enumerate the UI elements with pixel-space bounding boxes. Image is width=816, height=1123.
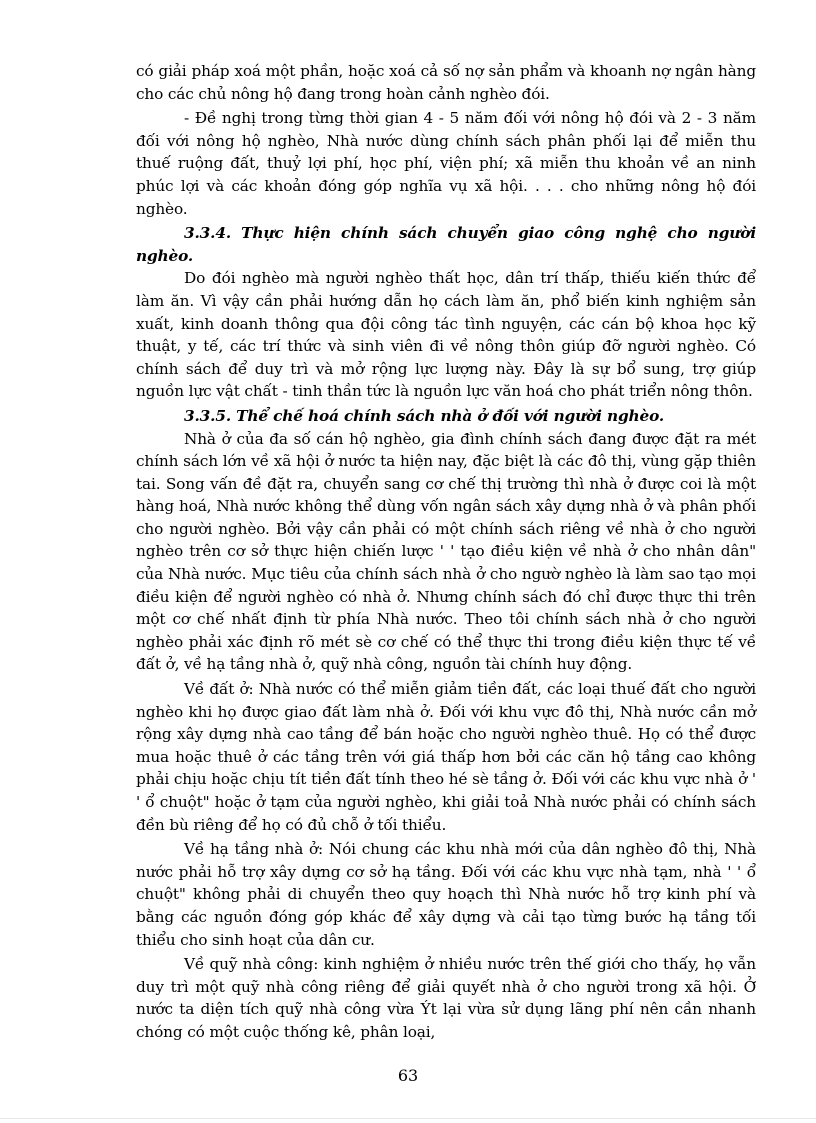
paragraph-5: Về đất ở: Nhà nước có thể miễn giảm tiền đất, các loại thuế đất cho người nghèo khi họ được giao đất làm nhà ở. Đối với khu vực đô thị, Nhà nước cần mở rộng xây dựng nhà cao tầng để bán hoặc cho người nghèo thuê. Họ có thể được mua hoặc thuê ở các tầng trên với giá thấp hơn bởi các căn hộ tầng cao không phải chịu hoặc chịu tít tiền đất tính theo hé sè tầng ở. Đối với các khu vực nhà ở ' ' ổ chuột" hoặc ở tạm của người nghèo, khi giải toả Nhà nước phải có chính sách đền bù riêng để họ có đủ chỗ ở tối thiểu. [136, 680, 756, 834]
page-body [136, 60, 756, 1046]
paragraph-2: - Đề nghị trong từng thời gian 4 - 5 năm đối với nông hộ đói và 2 - 3 năm đối với nông hộ nghèo, Nhà nước dùng chính sách phân phối lại để miễn thu thuế ruộng đất, thuỷ lợi phí, học phí, viện phí; xã miễn thu khoản về an ninh phúc lợi và các khoản đóng góp nghĩa vụ xã hội. . . . cho những nông hộ đói nghèo. [136, 109, 756, 218]
paragraph-1: có giải pháp xoá một phần, hoặc xoá cả số nợ sản phẩm và khoanh nợ ngân hàng cho các chủ nông hộ đang trong hoàn cảnh nghèo đói. [136, 62, 756, 103]
page-bottom-divider [0, 1118, 816, 1119]
paragraph-6: Về hạ tầng nhà ở: Nói chung các khu nhà mới của dân nghèo đô thị, Nhà nước phải hỗ trợ xây dựng cơ sở hạ tầng. Đối với các khu vực nhà tạm, nhà ' ' ổ chuột" không phải di chuyển theo quy hoạch thì Nhà nước hỗ trợ kinh phí và bằng các nguồn đóng góp khác để xây dựng và cải tạo từng bước hạ tầng tối thiểu cho sinh hoạt của dân cư. [136, 840, 756, 949]
paragraph-4: Nhà ở của đa số cán hộ nghèo, gia đình chính sách đang được đặt ra mét chính sách lớn về xã hội ở nước ta hiện nay, đặc biệt là các đô thị, vùng gặp thiên tai. Song vấn đề đặt ra, chuyển sang cơ chế thị trường thì nhà ở được coi là một hàng hoá, Nhà nước không thể dùng vốn ngân sách xây dựng nhà ở và phân phối cho người nghèo. Bởi vậy cần phải có một chính sách riêng về nhà ở cho người nghèo trên cơ sở thực hiện chiến lược ' ' tạo điều kiện về nhà ở cho nhân dân" của Nhà nước. Mục tiêu của chính sách nhà ở cho ngườ nghèo là làm sao tạo mọi điều kiện để người nghèo có nhà ở. Nhưng chính sách đó chỉ được thực thi trên một cơ chế nhất định từ phía Nhà nước. Theo tôi chính sách nhà ở cho người nghèo phải xác định rõ mét sè cơ chế có thể thực thi trong điều kiện thực tế về đất ở, về hạ tầng nhà ở, quỹ nhà công, nguồn tài chính huy động. [136, 429, 756, 674]
section-heading-3-3-5: 3.3.5. Thể chế hoá chính sách nhà ở đối với người nghèo. [184, 406, 665, 425]
paragraph-7: Về quỹ nhà công: kinh nghiệm ở nhiều nước trên thế giới cho thấy, họ vẫn duy trì một quỹ nhà công riêng để giải quyết nhà ở cho người trong xã hội. Ở nước ta diện tích quỹ nhà công vừa Ýt lại vừa sử dụng lãng phí nên cần nhanh chóng có một cuộc thống kê, phân loại, [136, 955, 756, 1041]
paragraph-3: Do đói nghèo mà người nghèo thất học, dân trí thấp, thiếu kiến thức để làm ăn. Vì vậy cần phải hướng dẫn họ cách làm ăn, phổ biến kinh nghiệm sản xuất, kinh doanh thông qua đội công tác tình nguyện, các cán bộ khoa học kỹ thuật, y tế, các trí thức và sinh viên đi về nông thôn giúp đỡ người nghèo. Có chính sách để duy trì và mở rộng lực lượng này. Đây là sự bổ sung, trợ giúp nguồn lực vật chất - tinh thần tức là nguồn lực văn hoá cho phát triển nông thôn. [136, 269, 756, 401]
page-number: 63 [397, 1066, 419, 1085]
section-heading-3-3-4: 3.3.4. Thực hiện chính sách chuyển giao công nghệ cho người nghèo. [136, 224, 756, 265]
